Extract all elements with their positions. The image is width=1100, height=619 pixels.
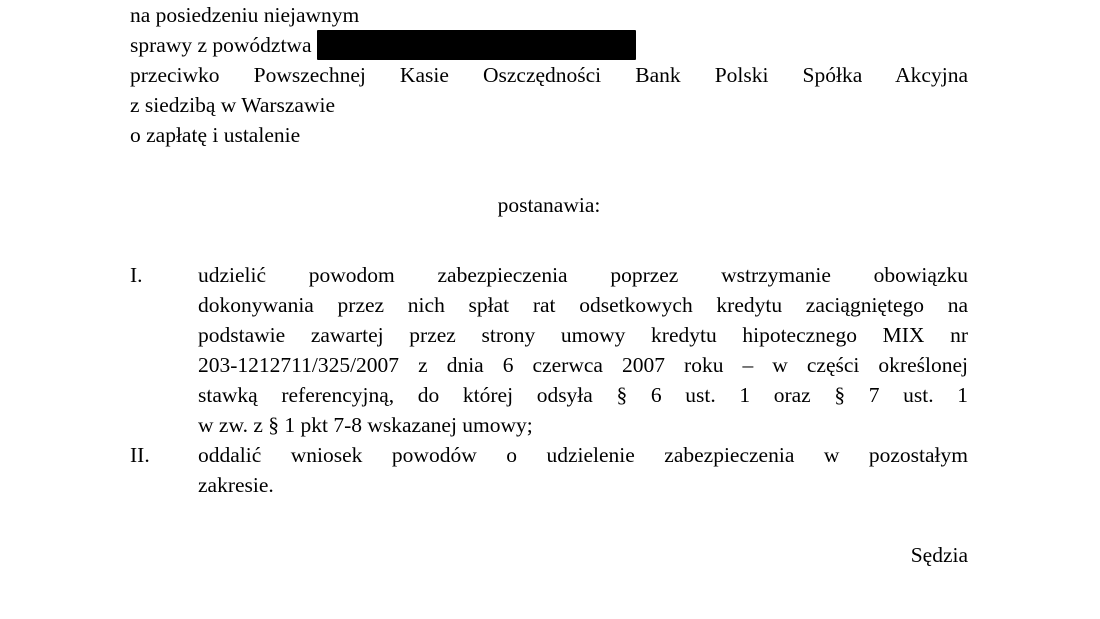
claim-subject-line [130, 120, 968, 150]
ruling-body [198, 440, 968, 500]
decision-heading [130, 190, 968, 220]
signature-text: Sędzia [910, 543, 968, 567]
rulings-list [130, 260, 968, 500]
defendant-seat-line [130, 90, 968, 120]
list-item [130, 260, 968, 440]
ruling-line: oddalić wniosek powodów o udzielenie zabezpieczenia w pozostałym [198, 443, 968, 467]
hearing-mode-line [130, 0, 968, 30]
defendant-line [130, 60, 968, 90]
spacer-before-signature [130, 500, 968, 540]
case-header [130, 0, 968, 150]
ruling-numeral: I. [130, 263, 143, 287]
list-item [130, 440, 968, 500]
signature-block [130, 540, 968, 570]
decision-heading-text: postanawia: [497, 193, 601, 217]
ruling-line: udzielić powodom zabezpieczenia poprzez wstrzymanie obowiązku [198, 263, 968, 287]
defendant-seat-text: z siedzibą w Warszawie [130, 93, 336, 117]
redacted-plaintiff-names: Mariusza Gałązki i Wioletty Gałązki [317, 30, 636, 60]
spacer-after-decision [130, 220, 968, 260]
ruling-body [198, 260, 968, 440]
ruling-numeral: II. [130, 443, 150, 467]
defendant-text: przeciwko Powszechnej Kasie Oszczędności Bank Polski Spółka Akcyjna [130, 63, 968, 87]
ruling-line: w zw. z § 1 pkt 7-8 wskazanej umowy; [198, 413, 533, 437]
plaintiff-prefix: sprawy z powództwa [130, 33, 317, 57]
hearing-mode-text: na posiedzeniu niejawnym [130, 3, 360, 27]
plaintiff-line [130, 30, 968, 60]
ruling-line: 203-1212711/325/2007 z dnia 6 czerwca 2007 roku – w części określonej [198, 353, 968, 377]
spacer-before-decision [130, 150, 968, 190]
ruling-line: stawką referencyjną, do której odsyła § 6 ust. 1 oraz § 7 ust. 1 [198, 383, 968, 407]
ruling-line: dokonywania przez nich spłat rat odsetkowych kredytu zaciągniętego na [198, 293, 968, 317]
ruling-line: zakresie. [198, 473, 274, 497]
ruling-line: podstawie zawartej przez strony umowy kredytu hipotecznego MIX nr [198, 323, 968, 347]
claim-subject-text: o zapłatę i ustalenie [130, 123, 301, 147]
